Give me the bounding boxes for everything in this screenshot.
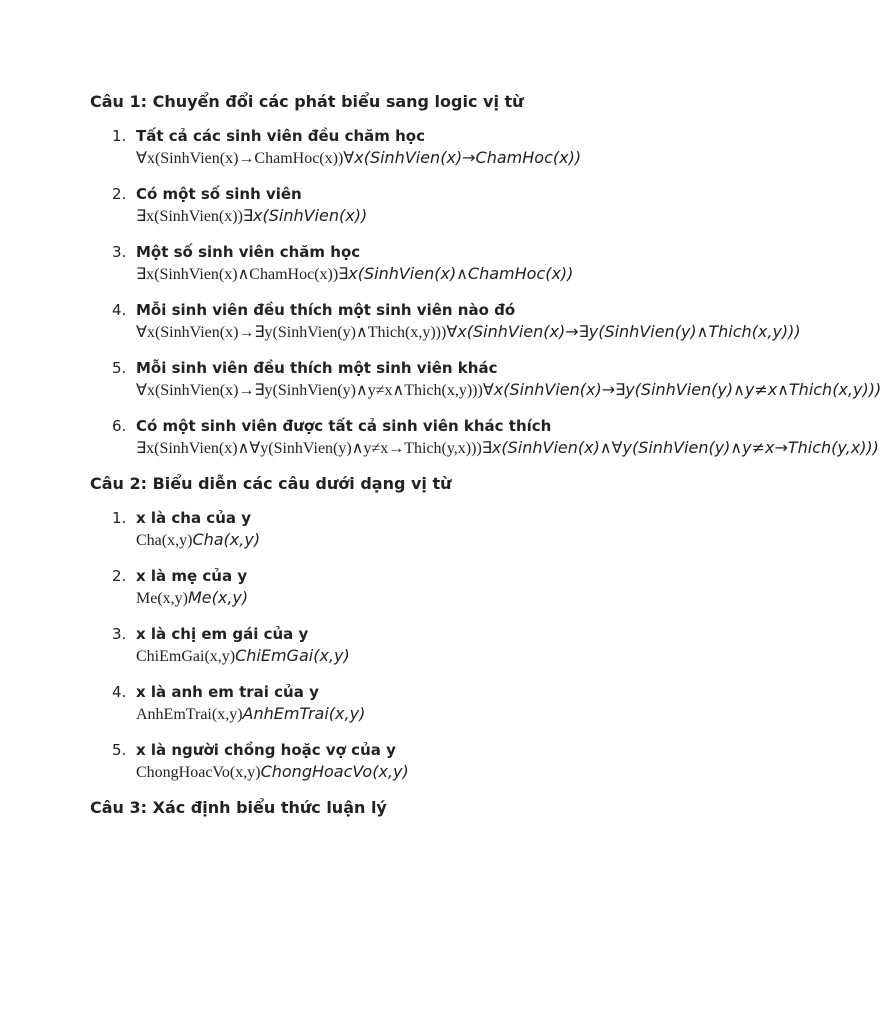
list-item bbox=[90, 184, 730, 228]
formula-plain: ∀x(SinhVien(x)→ChamHoc(x)) bbox=[136, 150, 344, 167]
list-item bbox=[90, 624, 730, 668]
item-formula bbox=[136, 262, 676, 286]
item-number: 5. bbox=[112, 359, 127, 377]
list-item bbox=[90, 242, 730, 286]
item-number: 3. bbox=[112, 243, 127, 261]
item-title: Mỗi sinh viên đều thích một sinh viên khác bbox=[136, 359, 498, 377]
question-list bbox=[90, 508, 730, 784]
formula-math: ∀x(SinhVien(x)→∃y(SinhVien(y)∧y≠x∧Thich(x,y))) bbox=[482, 380, 881, 399]
document-page bbox=[90, 92, 881, 832]
item-formula bbox=[136, 378, 881, 402]
list-item bbox=[90, 740, 730, 784]
item-formula bbox=[136, 702, 676, 726]
formula-math: ∀x(SinhVien(x)→∃y(SinhVien(y)∧Thich(x,y))) bbox=[446, 322, 801, 341]
formula-plain: ∀x(SinhVien(x)→∃y(SinhVien(y)∧Thich(x,y))) bbox=[136, 324, 447, 341]
item-number: 1. bbox=[112, 509, 127, 527]
item-title: Tất cả các sinh viên đều chăm học bbox=[136, 127, 425, 145]
item-number: 6. bbox=[112, 417, 127, 435]
list-item bbox=[90, 416, 879, 460]
formula-math: Cha(x,y) bbox=[192, 530, 261, 549]
formula-math: ∃x(SinhVien(x)) bbox=[242, 206, 368, 225]
item-title: Có một số sinh viên bbox=[136, 185, 302, 203]
formula-math: ChongHoacVo(x,y) bbox=[260, 762, 409, 781]
formula-plain: ChiEmGai(x,y) bbox=[136, 648, 236, 665]
item-number: 3. bbox=[112, 625, 127, 643]
list-item bbox=[90, 300, 801, 344]
formula-math: ChiEmGai(x,y) bbox=[235, 646, 350, 665]
formula-math: ∃x(SinhVien(x)∧∀y(SinhVien(y)∧y≠x→Thich(y,x))) bbox=[481, 438, 879, 457]
formula-math: ∀x(SinhVien(x)→ChamHoc(x)) bbox=[343, 148, 582, 167]
item-number: 4. bbox=[112, 301, 127, 319]
item-title: x là mẹ của y bbox=[136, 567, 248, 585]
item-number: 2. bbox=[112, 185, 127, 203]
formula-math: Me(x,y) bbox=[187, 588, 249, 607]
formula-plain: ∃x(SinhVien(x)∧ChamHoc(x)) bbox=[136, 266, 339, 283]
formula-plain: ∀x(SinhVien(x)→∃y(SinhVien(y)∧y≠x∧Thich(x,y))) bbox=[136, 382, 483, 399]
item-formula bbox=[136, 586, 676, 610]
item-title: x là anh em trai của y bbox=[136, 683, 319, 701]
question-list bbox=[90, 126, 881, 460]
section-heading: Câu 3: Xác định biểu thức luận lý bbox=[90, 798, 387, 817]
formula-plain: ∃x(SinhVien(x)∧∀y(SinhVien(y)∧y≠x→Thich(y,x))) bbox=[136, 440, 482, 457]
section-heading: Câu 1: Chuyển đổi các phát biểu sang logic vị từ bbox=[90, 92, 524, 111]
item-formula bbox=[136, 204, 676, 228]
formula-math: AnhEmTrai(x,y) bbox=[242, 704, 366, 723]
item-title: x là người chồng hoặc vợ của y bbox=[136, 741, 396, 759]
item-formula bbox=[136, 760, 676, 784]
formula-plain: ∃x(SinhVien(x)) bbox=[136, 208, 243, 225]
formula-plain: Me(x,y) bbox=[136, 590, 188, 607]
item-title: x là cha của y bbox=[136, 509, 251, 527]
item-formula bbox=[136, 528, 676, 552]
list-item bbox=[90, 126, 730, 170]
formula-plain: AnhEmTrai(x,y) bbox=[136, 706, 243, 723]
formula-plain: ChongHoacVo(x,y) bbox=[136, 764, 261, 781]
section-heading: Câu 2: Biểu diễn các câu dưới dạng vị từ bbox=[90, 474, 452, 493]
item-formula bbox=[136, 320, 801, 344]
item-formula bbox=[136, 146, 676, 170]
item-formula bbox=[136, 644, 676, 668]
item-title: Có một sinh viên được tất cả sinh viên khác thích bbox=[136, 417, 552, 435]
item-formula bbox=[136, 436, 879, 460]
item-title: x là chị em gái của y bbox=[136, 625, 309, 643]
item-number: 1. bbox=[112, 127, 127, 145]
list-item bbox=[90, 508, 730, 552]
list-item bbox=[90, 682, 730, 726]
item-title: Mỗi sinh viên đều thích một sinh viên nào đó bbox=[136, 301, 516, 319]
item-number: 2. bbox=[112, 567, 127, 585]
list-item bbox=[90, 566, 730, 610]
formula-plain: Cha(x,y) bbox=[136, 532, 193, 549]
formula-math: ∃x(SinhVien(x)∧ChamHoc(x)) bbox=[338, 264, 574, 283]
list-item bbox=[90, 358, 881, 402]
item-title: Một số sinh viên chăm học bbox=[136, 243, 361, 261]
item-number: 4. bbox=[112, 683, 127, 701]
item-number: 5. bbox=[112, 741, 127, 759]
